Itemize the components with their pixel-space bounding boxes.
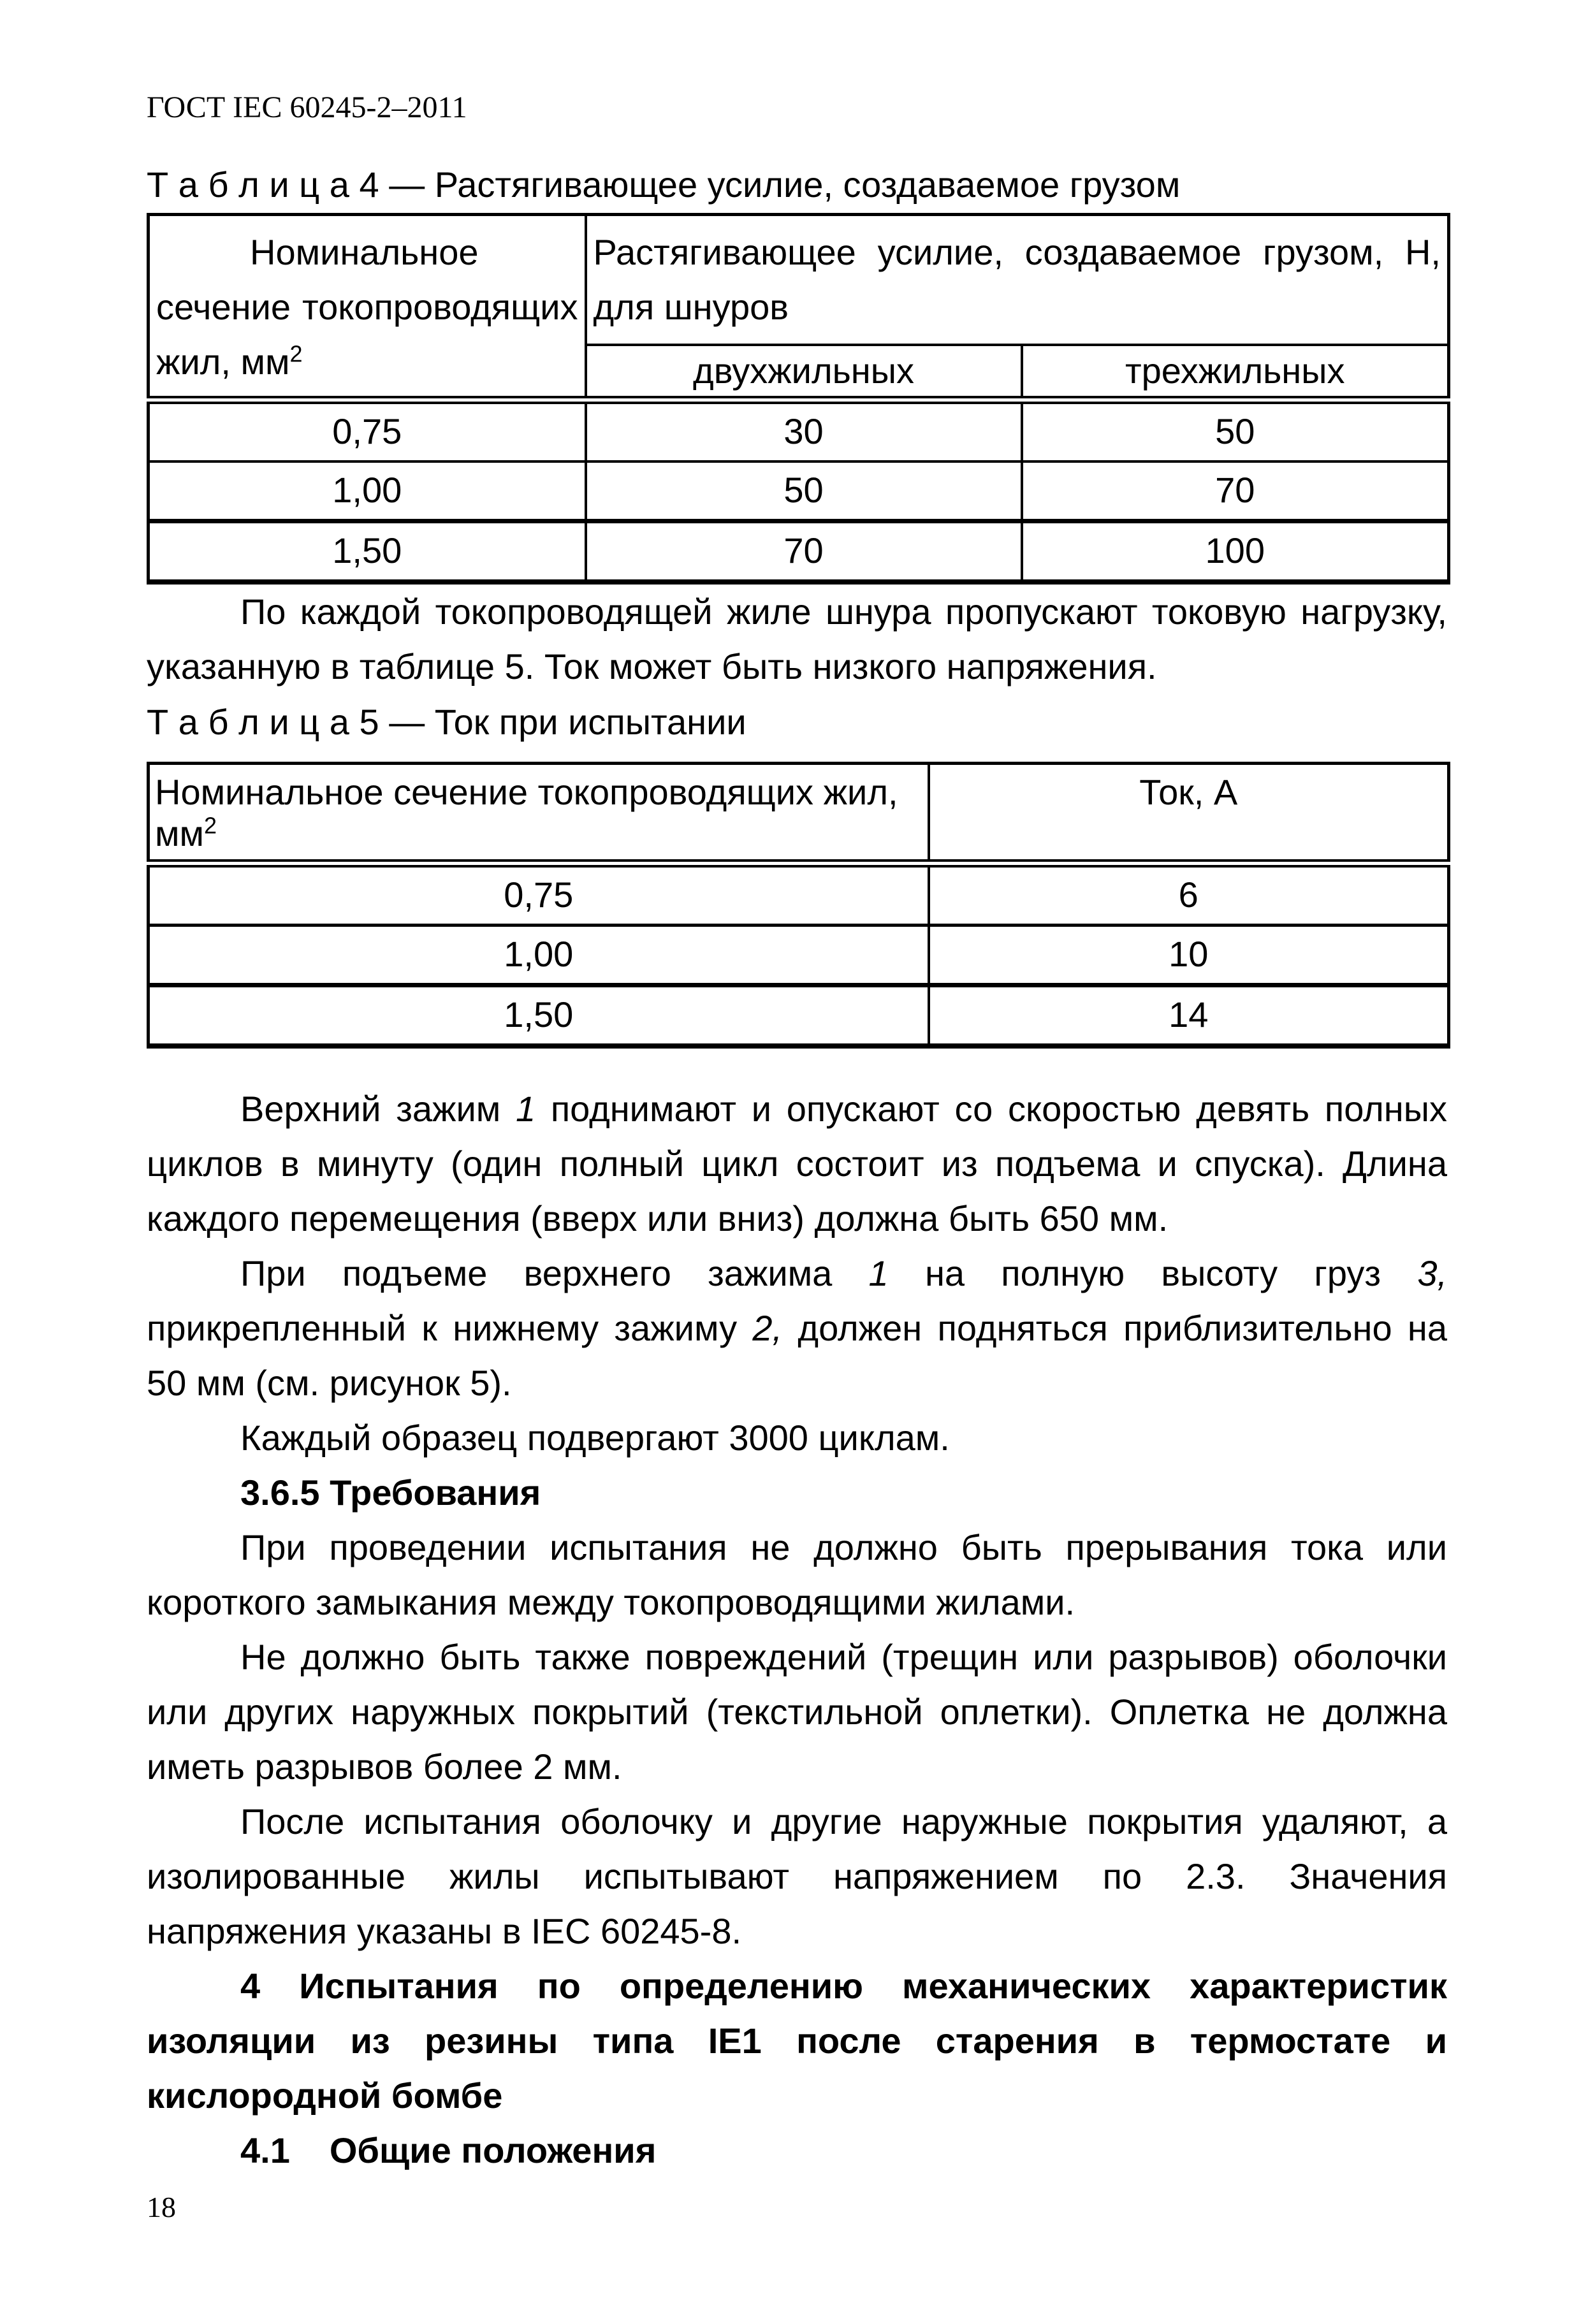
table5-header-row: [149, 764, 1449, 864]
table5-cell: 1,00: [149, 926, 929, 985]
table5-cell: 10: [929, 926, 1449, 985]
table5: [147, 762, 1450, 1049]
table5-title: Т а б л и ц а 5 — Ток при испытании: [147, 702, 747, 742]
paragraph-text: поднимают и опускают со скоростью девять полных циклов в минуту (один полный цикл состоит из подъема и спуска). Длина каждого перемещения (вверх или вниз) должна быть 650 мм.: [147, 1089, 1447, 1238]
heading-4-1-number: 4.1: [240, 2130, 290, 2170]
document-page: [0, 88, 1581, 2178]
table4-cell: 70: [1022, 461, 1449, 521]
heading-3-6-5: 3.6.5 Требования: [240, 1472, 541, 1513]
table5-cell: 14: [929, 985, 1449, 1047]
table4-cell: 1,00: [149, 461, 586, 521]
table5-cell: 0,75: [149, 864, 929, 926]
superscript-2: 2: [204, 812, 217, 839]
paragraph-cycles: Каждый образец подвергают 3000 циклам.: [240, 1418, 950, 1458]
table4-header-tensile-force: Растягивающее усилие, создаваемое грузом, Н, для шнуров: [586, 215, 1449, 345]
table4-cell: 100: [1022, 521, 1449, 583]
table4-header-nominal-section-text: Номинальное сечение токопроводящих жил, мм: [156, 232, 578, 382]
table4-cell: 50: [586, 461, 1022, 521]
table4-subheader-three-core: трехжильных: [1022, 345, 1449, 400]
italic-ref-1: 1: [868, 1253, 889, 1293]
paragraph-upper-clamp: [147, 1082, 1447, 1246]
table4-cell: 30: [586, 400, 1022, 462]
table-row: [149, 521, 1449, 583]
standard-number-header: ГОСТ IEC 60245-2–2011: [147, 91, 467, 124]
italic-ref-1: 1: [515, 1089, 536, 1129]
paragraph-after-test: После испытания оболочку и другие наружные покрытия удаляют, а изолированные жилы испытывают напряжением по 2.3. Значения напряжения указаны в IEC 60245-8.: [147, 1801, 1447, 1951]
table5-header-nominal-section-text: Номинальное сечение токопроводящих жил, мм: [155, 772, 898, 853]
table5-cell: 6: [929, 864, 1449, 926]
paragraph-text: прикрепленный к нижнему зажиму: [147, 1308, 753, 1348]
paragraph-current-load: По каждой токопроводящей жиле шнура пропускают токовую нагрузку, указанную в таблице 5. Ток может быть низкого напряжения.: [147, 592, 1447, 686]
paragraph-text: Верхний зажим: [240, 1089, 516, 1129]
table4-cell: 50: [1022, 400, 1449, 462]
table4-title: Т а б л и ц а 4 — Растягивающее усилие, создаваемое грузом: [147, 164, 1181, 205]
table4: [147, 213, 1450, 585]
table5-header-nominal-section: [149, 764, 929, 864]
heading-4-1: [147, 2123, 1447, 2178]
table5-header-current: Ток, А: [929, 764, 1449, 864]
paragraph-text: должен подняться приблизительно на 50 мм (см. рисунок 5).: [147, 1308, 1447, 1403]
table4-cell: 1,50: [149, 521, 586, 583]
table4-cell: 0,75: [149, 400, 586, 462]
page-number: 18: [147, 2191, 176, 2223]
paragraph-text: на полную высоту груз: [888, 1253, 1418, 1293]
heading-section-4: 4 Испытания по определению механических характеристик изоляции из резины типа IE1 после старения в термостате и кислородной бомбе: [147, 1966, 1447, 2116]
table4-header-nominal-section: [149, 215, 586, 400]
paragraph-lifting: [147, 1246, 1447, 1411]
table4-subheader-two-core: двухжильных: [586, 345, 1022, 400]
table4-header-row: [149, 215, 1449, 345]
table-row: [149, 926, 1449, 985]
heading-4-1-text: Общие положения: [329, 2130, 657, 2170]
table-row: [149, 400, 1449, 462]
table4-cell: 70: [586, 521, 1022, 583]
paragraph-text: При подъеме верхнего зажима: [240, 1253, 869, 1293]
italic-ref-3: 3,: [1417, 1253, 1448, 1293]
superscript-2: 2: [289, 340, 303, 367]
table-row: [149, 461, 1449, 521]
table-row: [149, 864, 1449, 926]
paragraph-no-interruption: При проведении испытания не должно быть прерывания тока или короткого замыкания между токопроводящими жилами.: [147, 1527, 1447, 1622]
paragraph-no-damage: Не должно быть также повреждений (трещин или разрывов) оболочки или других наружных покрытий (текстильной оплетки). Оплетка не должна иметь разрывов более 2 мм.: [147, 1637, 1447, 1787]
table-row: [149, 985, 1449, 1047]
italic-ref-2: 2,: [752, 1308, 783, 1348]
table5-cell: 1,50: [149, 985, 929, 1047]
